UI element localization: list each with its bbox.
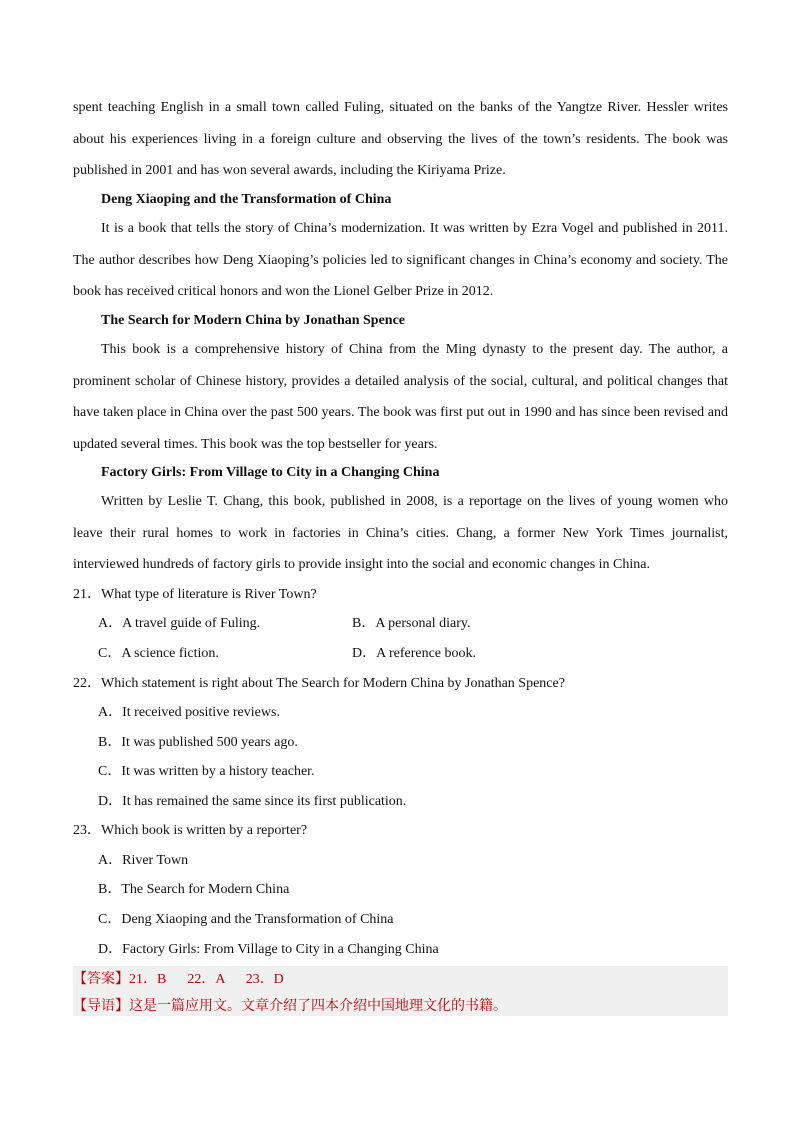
question-22-option-b: B．It was published 500 years ago. [98,735,298,750]
answer-23: 23．D [245,972,284,987]
answer-21: 21．B [129,972,167,987]
question-22-option-d: D．It has remained the same since its first publication. [98,794,407,809]
paragraph-search-modern-china: This book is a comprehensive history of China from the Ming dynasty to the present day. The author, a prominent scholar of Chinese history, provides a detailed analysis of the social, cultural, and political changes that have taken place in China over the past 500 years. The book was first put out in 1990 and has since been revised and updated several times. This book was the top bestseller for years. [73,342,728,452]
guide-label: 【导语】 [73,999,129,1014]
answer-line [73,970,284,990]
question-23-option-d: D．Factory Girls: From Village to City in a Changing China [98,942,439,957]
question-23-stem: 23．Which book is written by a reporter? [73,823,308,838]
paragraph-river-town-continued: spent teaching English in a small town called Fuling, situated on the banks of the Yangtze River. Hessler writes about his experiences living in a foreign culture and observing the lives of the town’s residents. The book was published in 2001 and has won several awards, including the Kiriyama Prize. [73,100,728,178]
question-22-option-a: A．It received positive reviews. [98,705,280,720]
heading-deng-xiaoping: Deng Xiaoping and the Transformation of China [101,192,392,207]
question-23-option-b: B．The Search for Modern China [98,882,290,897]
guide-text: 这是一篇应用文。文章介绍了四本介绍中国地理文化的书籍。 [129,999,507,1014]
question-21-option-c: C．A science fiction. [98,646,219,661]
question-21-option-b: B．A personal diary. [352,616,471,631]
question-21-stem: 21．What type of literature is River Town? [73,587,317,602]
question-23-option-a: A．River Town [98,853,189,868]
guide-line [73,997,507,1017]
heading-factory-girls: Factory Girls: From Village to City in a Changing China [101,465,440,480]
question-21-option-a: A．A travel guide of Fuling. [98,616,261,631]
question-23-option-c: C．Deng Xiaoping and the Transformation of China [98,912,394,927]
paragraph-factory-girls: Written by Leslie T. Chang, this book, published in 2008, is a reportage on the lives of young women who leave their rural homes to work in factories in China’s cities. Chang, a former New York Times journalist, interviewed hundreds of factory girls to provide insight into the social and economic changes in China. [73,494,728,572]
paragraph-deng-xiaoping: It is a book that tells the story of China’s modernization. It was written by Ezra Vogel and published in 2011. The author describes how Deng Xiaoping’s policies led to significant changes in China’s economy and society. The book has received critical honors and won the Lionel Gelber Prize in 2012. [73,221,728,299]
question-22-option-c: C．It was written by a history teacher. [98,764,315,779]
answer-22: 22．A [187,972,225,987]
heading-search-modern-china: The Search for Modern China by Jonathan Spence [101,313,406,328]
question-21-option-d: D．A reference book. [352,646,477,661]
question-22-stem: 22．Which statement is right about The Search for Modern China by Jonathan Spence? [73,676,565,691]
answer-label: 【答案】 [73,972,129,987]
